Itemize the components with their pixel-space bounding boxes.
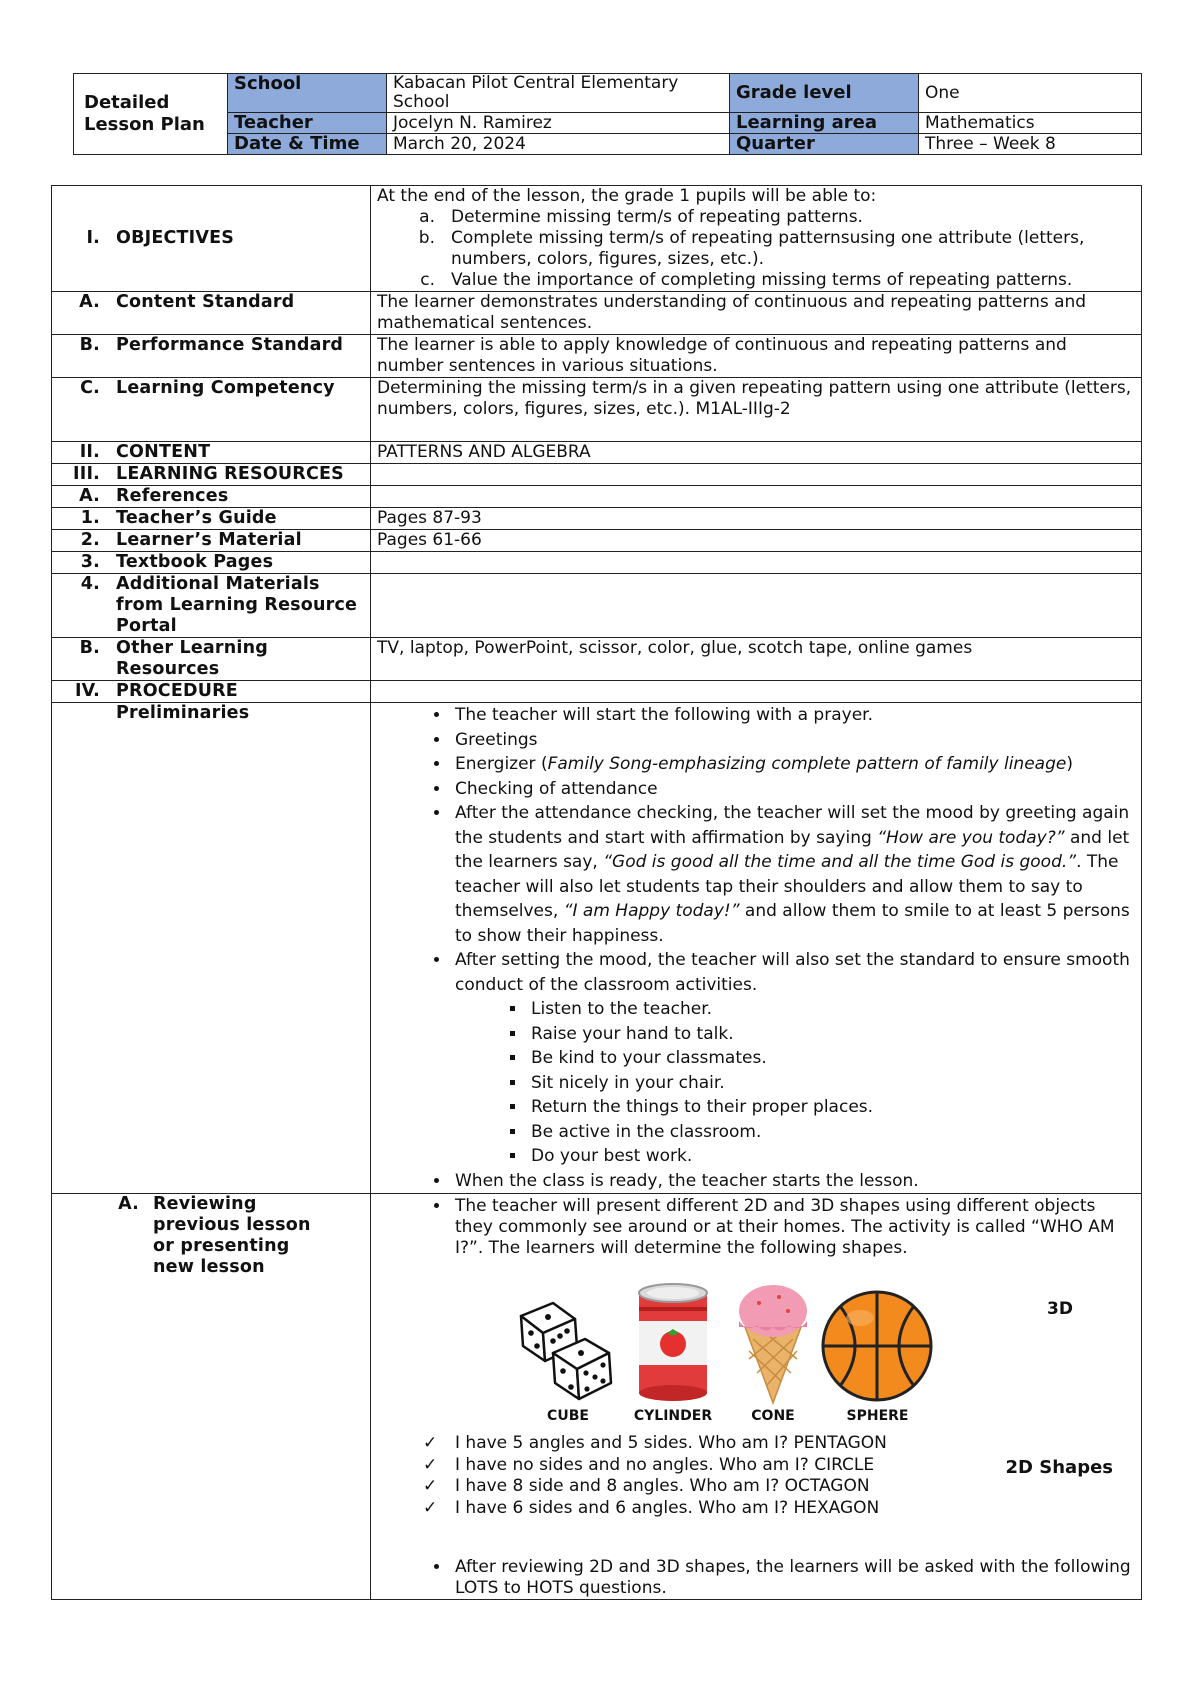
date-value: March 20, 2024: [387, 134, 730, 155]
list-item: ✓ I have no sides and no angles. Who am I? CIRCLE: [451, 1455, 1135, 1477]
procedure-label: PROCEDURE: [116, 681, 238, 701]
shape-label: SPHERE: [846, 1408, 909, 1424]
content-label: CONTENT: [116, 442, 211, 462]
table-row: [52, 703, 1142, 1194]
2d-shapes-label: 2D Shapes: [1005, 1457, 1113, 1478]
table-row: IV. PROCEDURE: [52, 681, 1142, 703]
list-item: ▪ Raise your hand to talk.: [527, 1022, 1135, 1047]
list-item: ▪ Sit nicely in your chair.: [527, 1071, 1135, 1096]
list-item: ✓ I have 5 angles and 5 sides. Who am I? PENTAGON: [451, 1433, 1135, 1455]
list-item: ▪ Listen to the teacher.: [527, 997, 1135, 1022]
table-row: 3. Textbook Pages: [52, 552, 1142, 574]
performance-standard-value: The learner is able to apply knowledge of continuous and repeating patterns and number sentences in various situations.: [371, 335, 1142, 378]
textbook-label: Textbook Pages: [116, 552, 274, 572]
competency-label: Learning Competency: [116, 378, 335, 398]
list-item: ▪ Be active in the classroom.: [527, 1120, 1135, 1145]
list-item: • When the class is ready, the teacher starts the lesson.: [451, 1169, 1135, 1194]
list-item: • After setting the mood, the teacher will also set the standard to ensure smooth conduct of the classroom activities. ▪ Listen to the teacher. ▪ Raise your hand to talk. ▪ Be kind to your classmates. ▪ Sit nicely in your chair. ▪ Return the things to their proper places. ▪ Be active in the classroom. ▪ Do your best work.: [451, 948, 1135, 1169]
objectives-cell: [371, 186, 1142, 292]
date-label: Date & Time: [228, 134, 387, 155]
list-item: • After reviewing 2D and 3D shapes, the learners will be asked with the following LOTS to HOTS questions.: [451, 1557, 1135, 1599]
table-row: 1. Teacher’s Guide Pages 87-93: [52, 508, 1142, 530]
ice-cream-cone-icon: [733, 1281, 813, 1406]
list-item: ✓ I have 8 side and 8 angles. Who am I? OCTAGON: [451, 1476, 1135, 1498]
objectives-label: OBJECTIVES: [116, 228, 235, 248]
area-label: Learning area: [730, 113, 919, 134]
table-row: B. Other Learning Resources TV, laptop, PowerPoint, scissor, color, glue, scotch tape, online games: [52, 638, 1142, 681]
teacher-value: Jocelyn N. Ramirez: [387, 113, 730, 134]
learners-material-label: Learner’s Material: [116, 530, 302, 550]
objectives-list: [377, 207, 1135, 291]
table-row: A. Content Standard The learner demonstrates understanding of continuous and repeating patterns and mathematical sentences.: [52, 292, 1142, 335]
content-standard-value: The learner demonstrates understanding of continuous and repeating patterns and mathematical sentences.: [371, 292, 1142, 335]
resources-label: LEARNING RESOURCES: [116, 464, 344, 484]
classroom-rules-list: [455, 997, 1135, 1169]
table-row: A. References: [52, 486, 1142, 508]
list-item: • Energizer (Family Song-emphasizing complete pattern of family lineage): [451, 752, 1135, 777]
table-row: I. OBJECTIVES At the end of the lesson, the grade 1 pupils will be able to: a. Determine missing term/s of repeating patterns. b. Complete missing term/s of repeating patternsusing one attribute (letters, numbers, colors, figures, sizes, etc.). c. Value the importance of completing missing terms of repeating patterns.: [52, 186, 1142, 292]
preliminaries-label: Preliminaries: [116, 703, 250, 723]
table-row: A. Reviewing previous lesson or presenting new lesson • The teacher will present different 2D and 3D shapes using different objects they commonly see around or at their homes. The activity is called “WHO AM I?”. The learners will determine the following shapes. CUBE CYLINDER CONE SPHERE 3D ✓ I have 5 angles and 5 sides. Who am I? PENTAGON ✓ I have no sides and no angles. Who am I? CIRCLE ✓ I have 8 side and 8 angles. Who am I? OCTAGON ✓ I have 6 sides and 6 angles. Who am I? HEXAGON 2D Shapes • After reviewing 2D and 3D shapes, the learners will be asked with the following LOTS to HOTS questions.: [52, 1194, 1142, 1600]
table-row: 2. Learner’s Material Pages 61-66: [52, 530, 1142, 552]
list-item: • The teacher will start the following with a prayer.: [451, 703, 1135, 728]
teacher-label: Teacher: [228, 113, 387, 134]
school-value: Kabacan Pilot Central Elementary School: [387, 74, 730, 113]
content-value: PATTERNS AND ALGEBRA: [371, 442, 1142, 464]
teachers-guide-label: Teacher’s Guide: [116, 508, 277, 528]
area-value: Mathematics: [919, 113, 1142, 134]
header-table: [73, 73, 1142, 155]
teachers-guide-value: Pages 87-93: [371, 508, 1142, 530]
objectives-intro: At the end of the lesson, the grade 1 pupils will be able to:: [377, 186, 877, 206]
reviewing-cell: [371, 1194, 1142, 1600]
list-item: c. Value the importance of completing missing terms of repeating patterns.: [420, 270, 1073, 290]
other-resources-value: TV, laptop, PowerPoint, scissor, color, glue, scotch tape, online games: [371, 638, 1142, 681]
list-item: ▪ Return the things to their proper places.: [527, 1095, 1135, 1120]
dice-icon: [513, 1291, 623, 1406]
grade-value: One: [919, 74, 1142, 113]
table-row: B. Performance Standard The learner is able to apply knowledge of continuous and repeating patterns and number sentences in various situations.: [52, 335, 1142, 378]
list-item: • Greetings: [451, 728, 1135, 753]
list-item: • Checking of attendance: [451, 777, 1135, 802]
competency-value: Determining the missing term/s in a given repeating pattern using one attribute (letters, numbers, colors, figures, sizes, etc.). M1AL-IIIg-2: [371, 378, 1142, 442]
cube-item: [513, 1291, 623, 1427]
list-item: ▪ Do your best work.: [527, 1144, 1135, 1169]
list-item: ✓ I have 6 sides and 6 angles. Who am I? HEXAGON: [451, 1498, 1135, 1520]
cone-item: [733, 1281, 813, 1427]
list-item: ▪ Be kind to your classmates.: [527, 1046, 1135, 1071]
basketball-icon: [820, 1288, 935, 1406]
can-icon: [633, 1281, 713, 1406]
table-row: C. Learning Competency Determining the missing term/s in a given repeating pattern using one attribute (letters, numbers, colors, figures, sizes, etc.). M1AL-IIIg-2: [52, 378, 1142, 442]
school-label: School: [228, 74, 387, 113]
references-label: References: [116, 486, 229, 506]
shape-label: CUBE: [547, 1408, 589, 1424]
learners-material-value: Pages 61-66: [371, 530, 1142, 552]
other-resources-label: Other Learning Resources: [116, 638, 268, 679]
shape-label: CYLINDER: [633, 1408, 713, 1424]
shape-label: CONE: [751, 1408, 795, 1424]
quarter-label: Quarter: [730, 134, 919, 155]
preliminaries-cell: [371, 703, 1142, 1194]
content-standard-label: Content Standard: [116, 292, 295, 312]
table-row: 4. Additional Materials from Learning Resource Portal: [52, 574, 1142, 638]
quarter-value: Three – Week 8: [919, 134, 1142, 155]
shapes-illustration: [377, 1259, 1135, 1427]
list-item: • The teacher will present different 2D and 3D shapes using different objects they commonly see around or at their homes. The activity is called “WHO AM I?”. The learners will determine the following shapes.: [451, 1196, 1135, 1259]
performance-standard-label: Performance Standard: [116, 335, 344, 355]
list-item: • After the attendance checking, the teacher will set the mood by greeting again the students and start with affirmation by saying “How are you today?” and let the learners say, “God is good all the time and all the time God is good.”. The teacher will also let students tap their shoulders and allow them to say to themselves, “I am Happy today!” and allow them to smile to at least 5 persons to show their happiness.: [451, 801, 1135, 948]
3d-shapes-label: 3D: [1047, 1299, 1073, 1319]
sphere-item: [820, 1288, 935, 1427]
list-item: a. Determine missing term/s of repeating patterns.: [419, 207, 863, 227]
grade-label: Grade level: [730, 74, 919, 113]
preliminaries-list: [377, 703, 1135, 1193]
table-row: II. CONTENT PATTERNS AND ALGEBRA: [52, 442, 1142, 464]
reviewing-label: Reviewing previous lesson or presenting new lesson: [153, 1194, 311, 1277]
table-row: III. LEARNING RESOURCES: [52, 464, 1142, 486]
list-item: b. Complete missing term/s of repeating patternsusing one attribute (letters, numbers, colors, figures, sizes, etc.).: [418, 228, 1085, 269]
document-title: Detailed Lesson Plan: [74, 74, 228, 155]
additional-materials-label: Additional Materials from Learning Resource Portal: [116, 574, 358, 636]
cylinder-item: [633, 1281, 713, 1427]
lesson-plan-table: [51, 185, 1142, 1600]
